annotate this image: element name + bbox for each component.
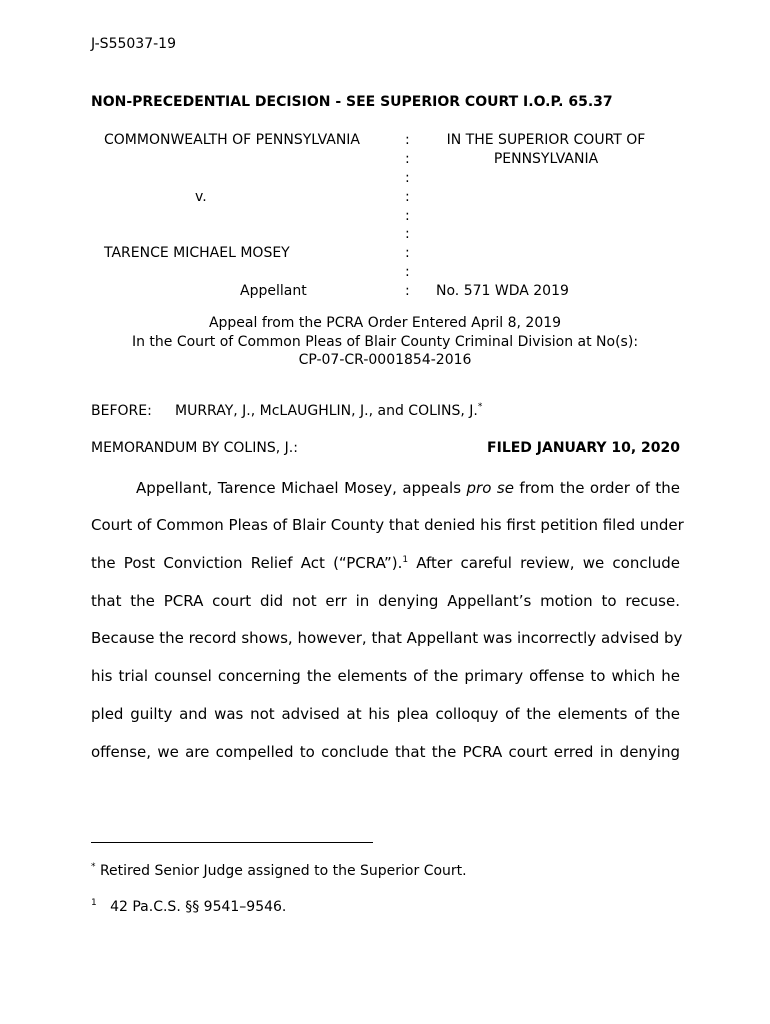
caption-colon: : [405,132,410,148]
body-text: After careful review, we conclude [408,554,681,572]
body-text: from the order of the [513,479,680,497]
body-text: the Post Conviction Relief Act (“PCRA”). [91,554,403,572]
body-line-7: pled guilty and was not advised at his plea colloquy of the elements of the [91,705,680,723]
caption-colon: : [405,170,410,186]
caption-colon: : [405,226,410,242]
body-line-2: Court of Common Pleas of Blair County that denied his first petition filed under [91,516,684,534]
appeal-line-2: In the Court of Common Pleas of Blair County Criminal Division at No(s): [131,334,639,350]
caption-colon: : [405,245,410,261]
body-line-4: that the PCRA court did not err in denying Appellant’s motion to recuse. [91,592,680,610]
docket-id: J-S55037-19 [91,36,176,52]
court-name-line1: IN THE SUPERIOR COURT OF [446,132,646,148]
caption-plaintiff: COMMONWEALTH OF PENNSYLVANIA [104,132,361,148]
judge-footnote-mark: * [477,402,483,412]
body-line-3 [91,554,680,572]
docket-number: No. 571 WDA 2019 [436,283,569,299]
body-text: Appellant, Tarence Michael Mosey, appeals [136,479,467,497]
caption-versus: v. [195,189,207,205]
footnote-star [91,863,467,879]
caption-colon: : [405,283,410,299]
memorandum-author: MEMORANDUM BY COLINS, J.: [91,440,298,456]
footnote-1 [91,899,286,915]
footnote-1-mark: 1 [91,898,97,908]
body-line-1 [136,479,680,497]
footnote-star-text: Retired Senior Judge assigned to the Superior Court. [99,863,467,879]
footnote-separator [91,842,373,843]
footnote-1-text: 42 Pa.C.S. §§ 9541–9546. [110,899,287,915]
pro-se-italic: pro se [466,479,514,497]
caption-colon: : [405,189,410,205]
footnote-ref-1[interactable]: 1 [402,555,409,565]
footnote-star-mark: * [91,862,96,872]
caption-colon: : [405,151,410,167]
filed-date: FILED JANUARY 10, 2020 [487,440,680,456]
appeal-line-3: CP-07-CR-0001854-2016 [298,352,472,368]
before-label: BEFORE: [91,403,152,419]
panel-judges-text: MURRAY, J., McLAUGHLIN, J., and COLINS, J. [175,403,478,419]
caption-defendant: TARENCE MICHAEL MOSEY [104,245,290,261]
appeal-line-1: Appeal from the PCRA Order Entered April 8, 2019 [208,315,562,331]
court-name-line2: PENNSYLVANIA [493,151,599,167]
caption-role: Appellant [240,283,307,299]
caption-colon: : [405,264,410,280]
body-line-5: Because the record shows, however, that Appellant was incorrectly advised by [91,629,683,647]
non-precedential-banner: NON-PRECEDENTIAL DECISION - SEE SUPERIOR COURT I.O.P. 65.37 [91,94,613,110]
body-line-8: offense, we are compelled to conclude that the PCRA court erred in denying [91,743,680,761]
panel-judges [175,403,482,419]
caption-colon: : [405,208,410,224]
body-line-6: his trial counsel concerning the elements of the primary offense to which he [91,667,680,685]
